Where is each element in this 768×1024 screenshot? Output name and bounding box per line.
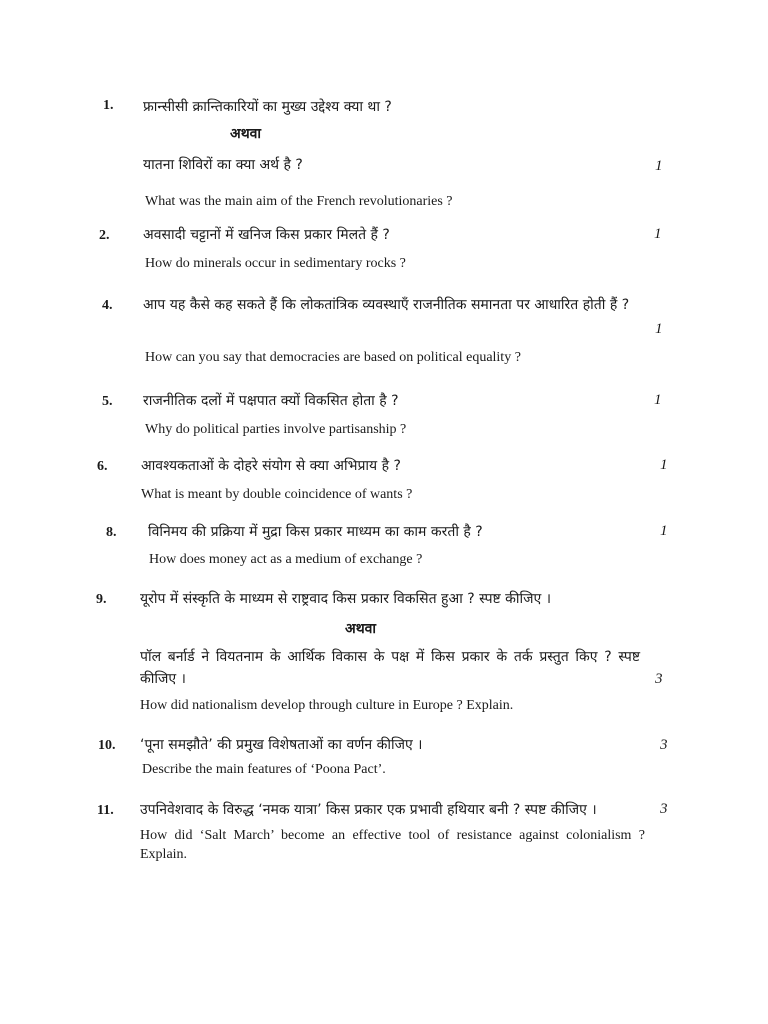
question-text-hindi: विनिमय की प्रक्रिया में मुद्रा किस प्रकार माध्यम का काम करती है ?	[148, 524, 483, 540]
question-number: 8.	[106, 525, 117, 540]
question-marks: 3	[660, 801, 668, 817]
question-marks: 1	[654, 226, 662, 242]
or-label: अथवा	[345, 621, 377, 637]
or-label: अथवा	[230, 126, 262, 142]
question-number: 1.	[103, 98, 114, 113]
question-number: 4.	[102, 298, 113, 313]
question-number: 11.	[97, 803, 114, 818]
question-number: 2.	[99, 228, 110, 243]
question-number: 10.	[98, 738, 116, 753]
question-text-english: How did ‘Salt March’ become an effective tool of resistance against colonialism ? Explain.	[140, 828, 645, 862]
question-text-english: What is meant by double coincidence of wants ?	[141, 487, 413, 502]
question-text-english: What was the main aim of the French revolutionaries ?	[145, 194, 453, 209]
question-text-hindi: उपनिवेशवाद के विरुद्ध ‘नमक यात्रा’ किस प्रकार एक प्रभावी हथियार बनी ? स्पष्ट कीजिए ।	[140, 802, 597, 818]
question-marks: 3	[660, 737, 668, 753]
question-text-hindi: फ्रान्सीसी क्रान्तिकारियों का मुख्य उद्देश्य क्या था ?	[143, 99, 392, 115]
question-marks: 1	[660, 523, 668, 539]
question-text-english: Describe the main features of ‘Poona Pact’.	[142, 762, 386, 777]
question-text-english: How does money act as a medium of exchange ?	[149, 552, 423, 567]
question-number: 9.	[96, 592, 107, 607]
question-text-hindi-alt: यातना शिविरों का क्या अर्थ है ?	[143, 157, 303, 173]
question-marks: 1	[655, 321, 663, 337]
question-marks: 1	[655, 158, 663, 174]
question-number: 6.	[97, 459, 108, 474]
question-text-english: How can you say that democracies are based on political equality ?	[145, 350, 521, 365]
question-marks: 3	[655, 671, 663, 687]
question-text-english: Why do political parties involve partisanship ?	[145, 422, 407, 437]
question-number: 5.	[102, 394, 113, 409]
question-text-hindi: आवश्यकताओं के दोहरे संयोग से क्या अभिप्राय है ?	[141, 458, 401, 474]
question-marks: 1	[660, 457, 668, 473]
question-text-hindi: राजनीतिक दलों में पक्षपात क्यों विकसित होता है ?	[143, 393, 399, 409]
question-text-hindi: यूरोप में संस्कृति के माध्यम से राष्ट्रवाद किस प्रकार विकसित हुआ ? स्पष्ट कीजिए ।	[140, 591, 552, 607]
question-text-english: How do minerals occur in sedimentary rocks ?	[145, 256, 406, 271]
question-marks: 1	[654, 392, 662, 408]
question-text-hindi: आप यह कैसे कह सकते हैं कि लोकतांत्रिक व्यवस्थाएँ राजनीतिक समानता पर आधारित होती हैं ?	[143, 297, 630, 313]
question-text-hindi: ‘पूना समझौते’ की प्रमुख विशेषताओं का वर्णन कीजिए ।	[140, 737, 423, 753]
question-text-english: How did nationalism develop through culture in Europe ? Explain.	[140, 698, 514, 713]
question-text-hindi: अवसादी चट्टानों में खनिज किस प्रकार मिलते हैं ?	[143, 227, 390, 243]
question-text-hindi-alt: पॉल बर्नार्ड ने वियतनाम के आर्थिक विकास के पक्ष में किस प्रकार के तर्क प्रस्तुत किए ? स्पष्ट कीजिए ।	[140, 649, 640, 687]
